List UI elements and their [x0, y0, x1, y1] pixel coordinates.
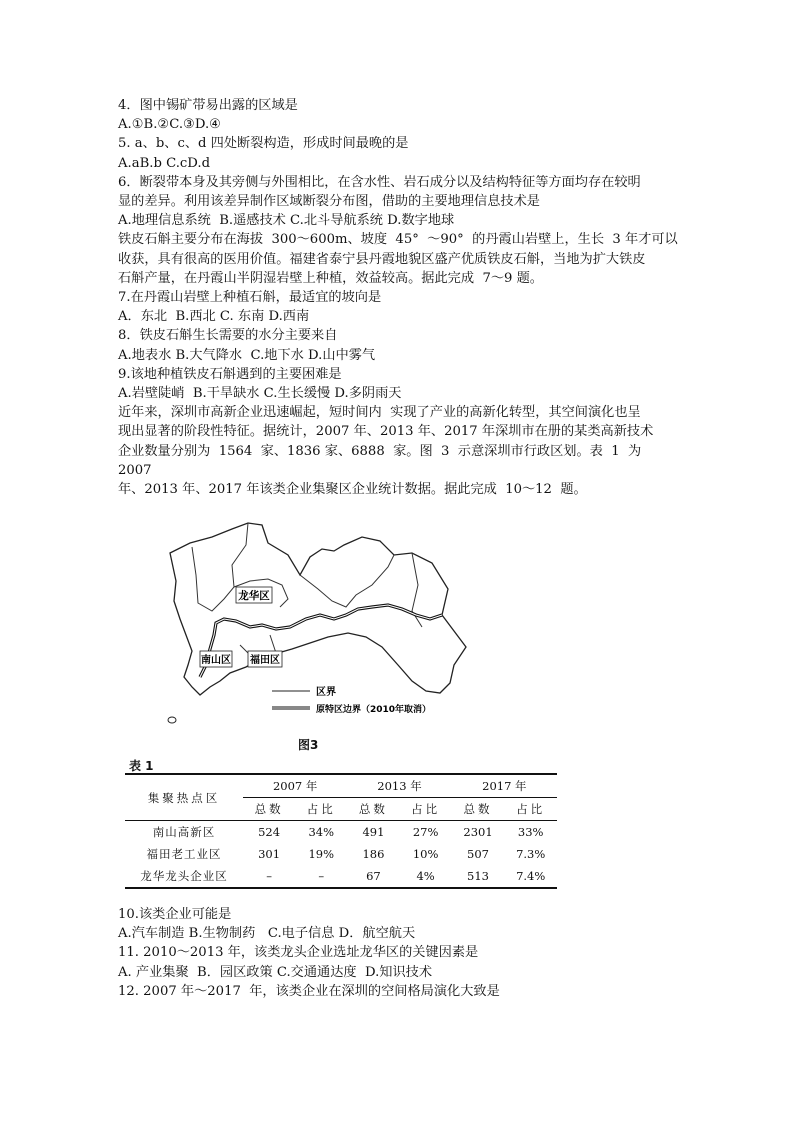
row-name: 南山高新区: [152, 825, 216, 839]
label-futian: 福田区: [250, 655, 280, 666]
table-cell: 524: [258, 825, 281, 839]
text-line: 5. a、b、c、d 四处断裂构造，形成时间最晚的是: [118, 136, 409, 152]
question-text-top: [118, 96, 678, 499]
legend-sez-label: 原特区边界（2010年取消）: [316, 705, 432, 715]
text-line: 4．图中锡矿带易出露的区域是: [118, 98, 298, 113]
text-line: 11. 2010～2013 年，该类龙头企业选址龙华区的关键因素是: [118, 945, 479, 961]
text-line: A.①B.②C.③D.④: [118, 117, 221, 133]
shenzhen-district-map: [150, 515, 490, 725]
map-svg: [150, 515, 490, 725]
year-header: 2017 年: [452, 774, 557, 798]
legend-district-label: 区界: [316, 687, 336, 698]
sub-header: 占比: [306, 802, 336, 816]
year-header: 2013 年: [347, 774, 451, 798]
table-cell: –: [266, 869, 272, 883]
table-cell: 507: [467, 847, 489, 861]
table-cell: –: [318, 869, 325, 883]
table-cell: 27%: [412, 825, 439, 839]
text-line: A.汽车制造 B.生物制药 C.电子信息 D．航空航天: [118, 926, 416, 942]
corner-header: 集聚热点区: [147, 790, 221, 805]
text-line: 年、2013 年、2017 年该类企业集聚区企业统计数据。据此完成 10～12 题。: [118, 482, 587, 498]
text-line: 近年来，深圳市高新企业迅速崛起，短时间内 实现了产业的高新化转型，其空间演化也呈: [118, 405, 641, 421]
year-header: 2007 年: [243, 774, 347, 798]
table-cell: 7.3%: [516, 847, 546, 861]
text-line: A.地理信息系统 B.遥感技术 C.北斗导航系统 D.数字地球: [118, 213, 455, 229]
text-line: 企业数量分别为 1564 家、1836 家、6888 家。图 3 示意深圳市行政区划。表 1 为 2007: [118, 443, 650, 478]
text-line: A.岩壁陡峭 B.干旱缺水 C.生长缓慢 D.多阴雨天: [118, 386, 402, 402]
label-nanshan: 南山区: [201, 655, 231, 666]
sez-boundary-inner: [200, 605, 442, 677]
row-name: 龙华龙头企业区: [140, 869, 228, 883]
text-line: 现出显著的阶段性特征。据统计，2007 年、2013 年、2017 年深圳市在册的某类高新技术: [118, 424, 654, 440]
table-title: 表 1: [129, 759, 154, 773]
text-line: 8．铁皮石斛生长需要的水分主要来自: [118, 328, 338, 344]
table-cell: 10%: [412, 847, 439, 861]
table-cell: 34%: [308, 825, 335, 839]
district-boundary: [270, 635, 276, 653]
text-line: 显的差异。利用该差异制作区域断裂分布图，借助的主要地理信息技术是: [118, 194, 540, 210]
table-cell: 301: [258, 847, 281, 861]
table-row: [125, 843, 557, 865]
sub-header: 占比: [516, 802, 546, 816]
data-table-container: [125, 757, 557, 889]
table-cell: 186: [362, 847, 385, 861]
table-cell: 7.4%: [516, 869, 546, 883]
text-line: 9.该地种植铁皮石斛遇到的主要困难是: [118, 366, 342, 382]
table-row: [125, 865, 557, 888]
data-table: [125, 773, 557, 889]
question-text-bottom: [118, 905, 678, 1001]
text-line: A.地表水 B.大气降水 C.地下水 D.山中雾气: [118, 347, 376, 363]
table-cell: 33%: [517, 825, 544, 839]
text-line: 收获，具有很高的医用价值。福建省泰宁县丹霞地貌区盛产优质铁皮石斛，当地为扩大铁皮: [118, 251, 646, 267]
text-line: A．东北 B.西北 C. 东南 D.西南: [118, 309, 310, 325]
sub-header: 总数: [254, 802, 284, 816]
row-name: 福田老工业区: [146, 847, 222, 861]
table-cell: 19%: [308, 847, 335, 861]
text-line: A.aB.b C.cD.d: [118, 155, 211, 171]
label-longhua: 龙华区: [238, 590, 270, 602]
table-cell: 4%: [416, 869, 435, 883]
table-cell: 2301: [463, 825, 493, 839]
island: [168, 717, 176, 723]
text-line: 10.该类企业可能是: [118, 907, 232, 922]
text-line: 铁皮石斛主要分布在海拔 300～600m、坡度 45° ～90° 的丹霞山岩壁上，生长 3 年才可以: [118, 232, 678, 248]
sub-header: 总数: [463, 802, 493, 816]
text-line: 12. 2007 年～2017 年，该类企业在深圳的空间格局演化大致是: [118, 983, 500, 999]
table-cell: 491: [362, 825, 385, 839]
table-cell: 67: [366, 869, 381, 883]
figure-caption: 图3: [298, 738, 319, 752]
sub-header: 占比: [411, 802, 441, 816]
district-boundary: [300, 555, 394, 607]
text-line: 6．断裂带本身及其旁侧与外围相比，在含水性、岩石成分以及结构特征等方面均存在较明: [118, 174, 641, 190]
text-line: A. 产业集聚 B．园区政策 C.交通通达度 D.知识技术: [118, 964, 433, 980]
text-line: 石斛产量，在丹霞山半阴湿岩壁上种植，效益较高。据此完成 7～9 题。: [118, 270, 543, 286]
text-line: 7.在丹霞山岩壁上种植石斛，最适宜的坡向是: [118, 290, 382, 306]
table-cell: 513: [467, 869, 489, 883]
sub-header: 总数: [358, 802, 388, 816]
table-row: [125, 821, 557, 844]
